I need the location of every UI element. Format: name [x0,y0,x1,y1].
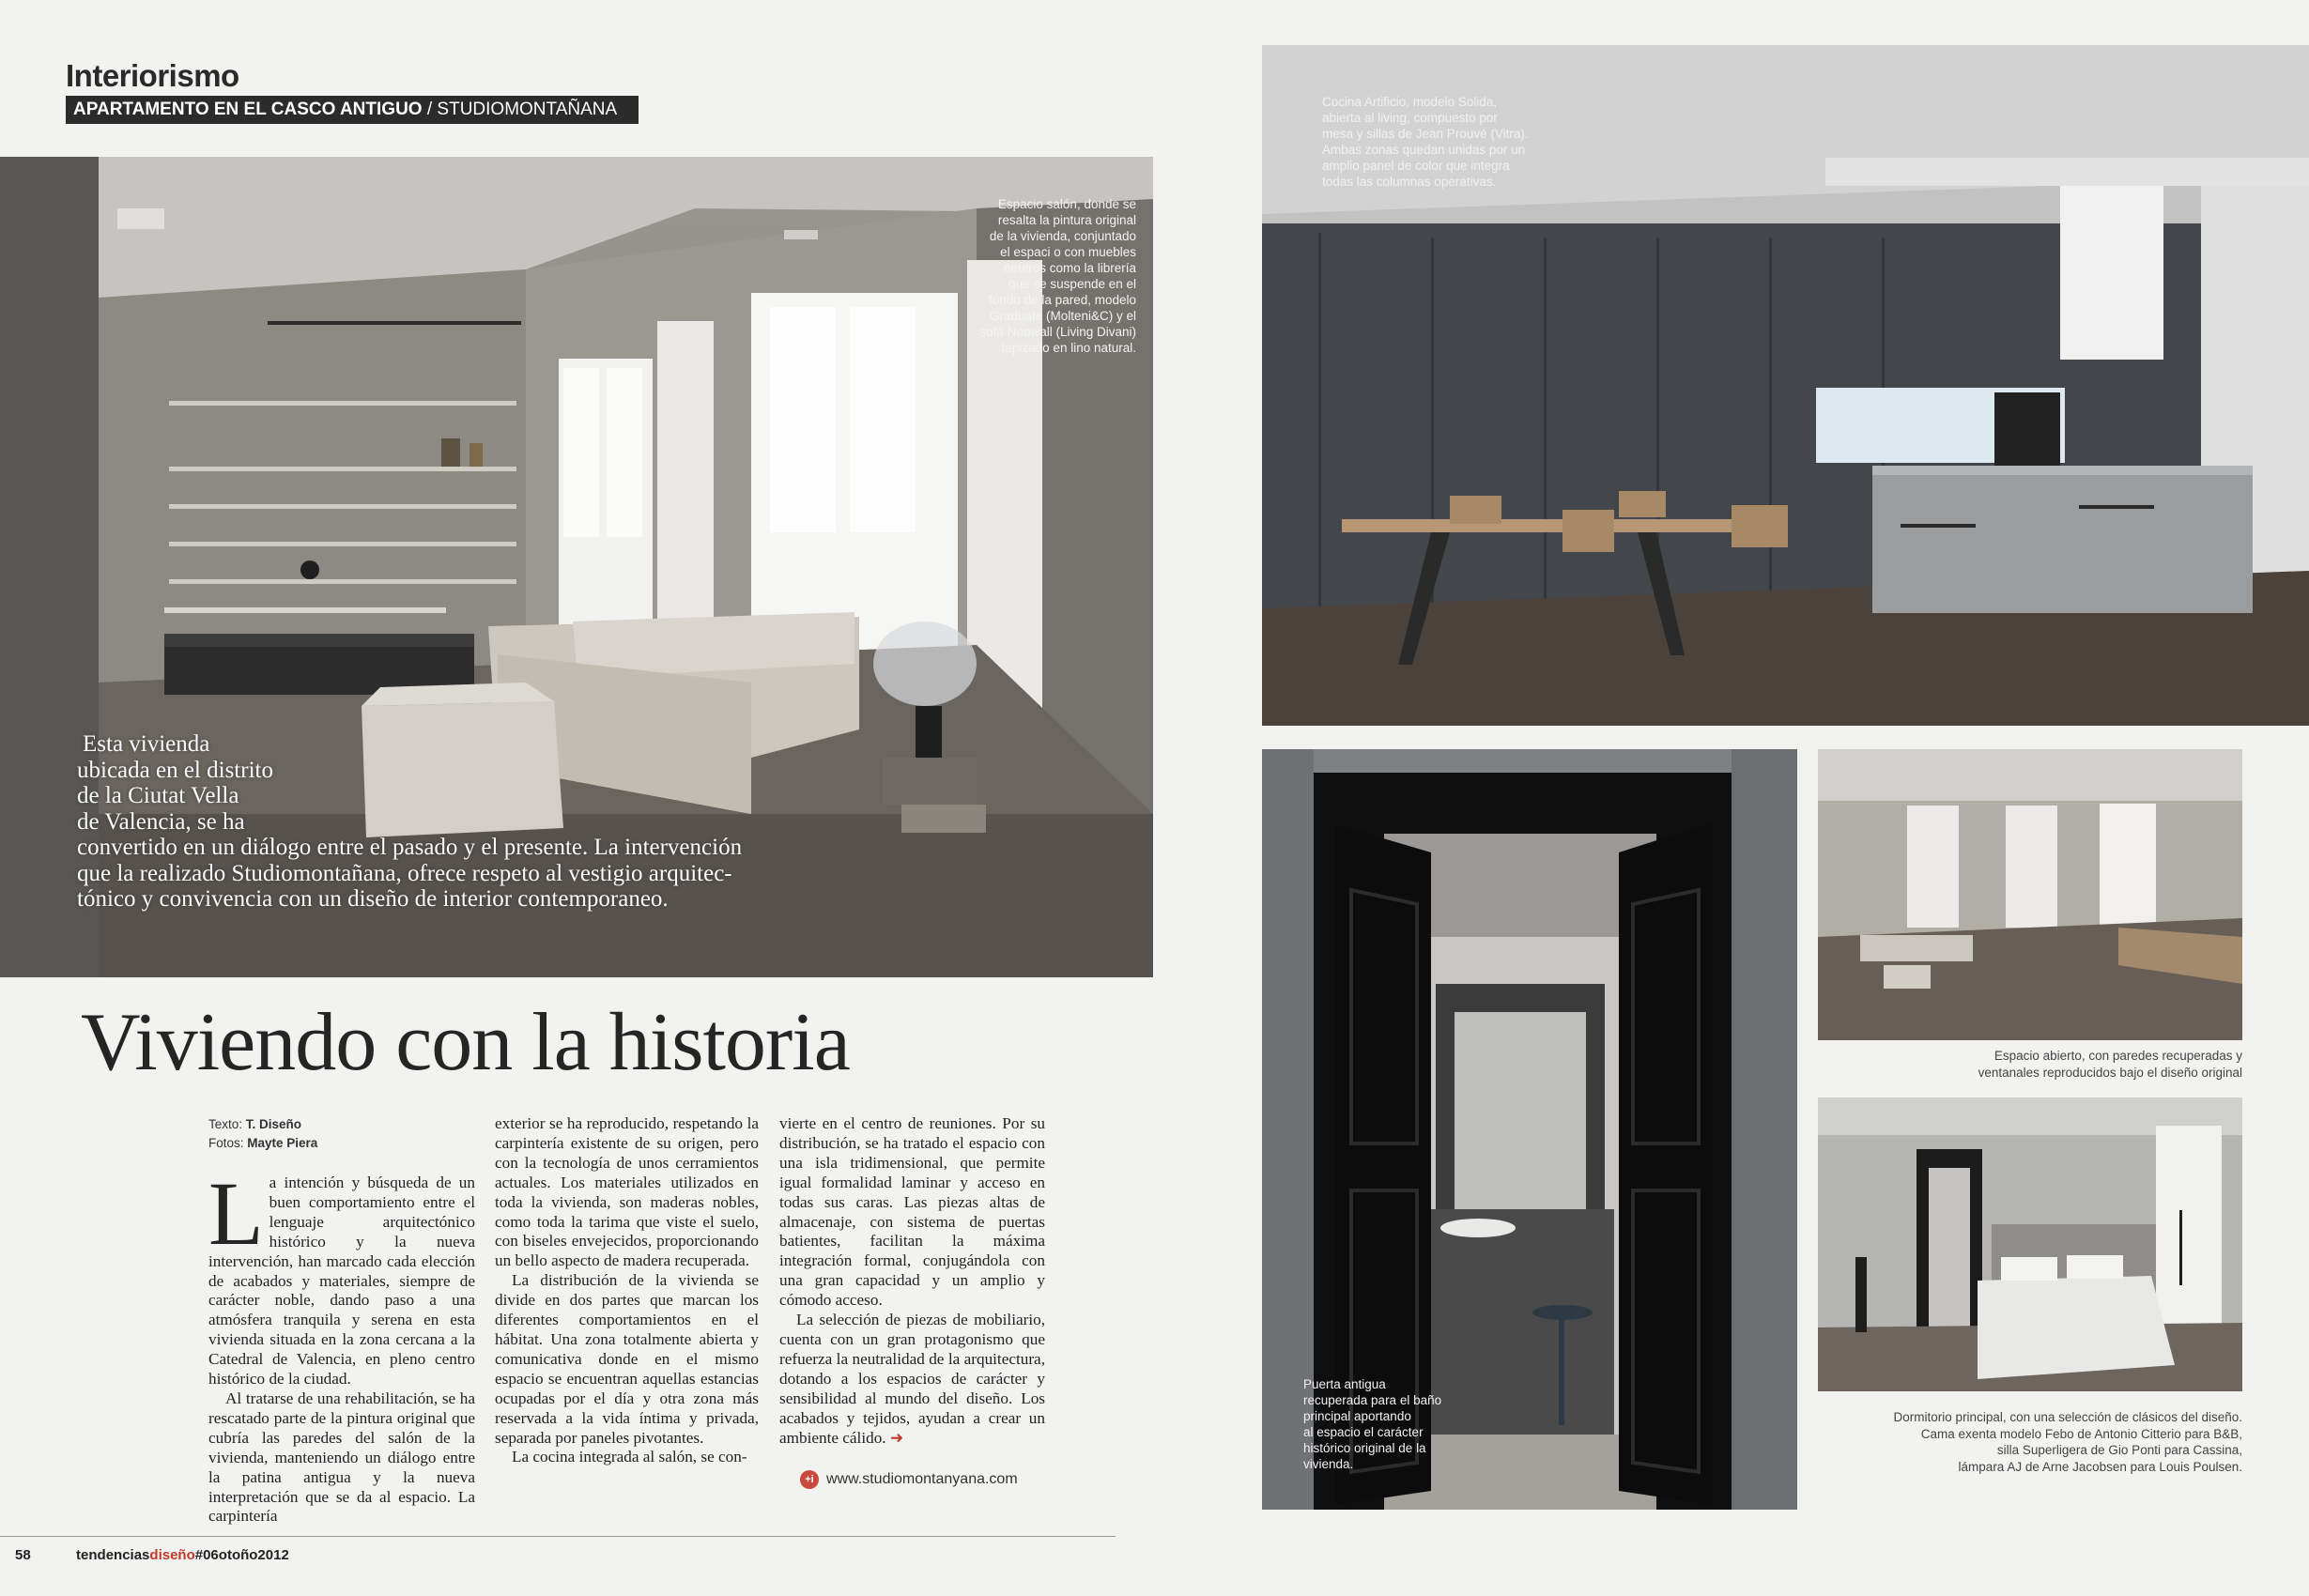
paragraph: La distribución de la vivienda se divide en dos partes que marcan los diferentes comportamientos en el hábitat. Una zona totalmente abierta y comunicativa donde en el mismo espacio se encuentran aquellas estancias ocupadas por el día y otra zona más reservada a la vida íntima y privada, separada por paneles pivotantes. [495,1271,759,1447]
paragraph: La cocina integrada al salón, se con- [512,1448,747,1466]
page-footer [15,1547,289,1563]
living-caption: Espacio salón, donde se resalta la pintura original de la vivienda, conjuntado el espaci o con muebles neutros como la librería que se suspende en el fondo de la pared, modelo Graduate (Molteni&C) y el sofá Neowall (Living Divani) tapizado en lino natural. [979,197,1136,355]
bathroom-caption: Puerta antigua recuperada para el baño principal aportando al espacio el carácter histórico original de la vivienda. [1303,1377,1442,1471]
footer-rule [0,1536,1116,1537]
kitchen-photo [1262,45,2309,726]
paragraph: La intención y búsqueda de un buen comportamiento entre el lenguaje arquitectónico histórico y la nueva intervención, han marcado cada elección de acabados y materiales, siempre de carácter noble, dando paso a una atmósfera tranquila y serena en esta vivienda situada en la zona cercana a la Catedral de Valencia, en pleno centro histórico de la ciudad. [208,1163,475,1389]
info-icon: +i [800,1470,819,1489]
kitchen-caption: Cocina Artificio, modelo Solida, abierta al living, compuesto por mesa y sillas de Jean Prouvé (Vitra). Ambas zonas quedan unidas por un amplio panel de color que integra todas las columnas operativas. [1322,95,1529,189]
open-space-photo [1818,749,2242,1040]
paragraph: vierte en el centro de reuniones. Por su distribución, se ha tratado el espacio con una isla tridimensional, que permite igual formalidad laminar y acceso en todas sus caras. Las piezas altas de almacenaje, con sistema de puertas batientes, facilitan la máxima integración formal, conjugándola con una gran capacidad y un amplio y cómodo acceso. [779,1114,1045,1310]
paragraph: Al tratarse de una rehabilitación, se ha rescatado parte de la pintura original que cubría las paredes del salón de la vivienda, manteniendo un diálogo entre la patina antigua y la nueva interpretación que se da al espacio. La carpintería [208,1389,475,1526]
section-title: Interiorismo [66,58,239,93]
paragraph: exterior se ha reproducido, respetando la carpintería existente de su origen, pero con la tecnología de unos cerramientos actuales. Los materiales utilizados en toda la vivienda, son maderas nobles, como toda la tarima que viste el suelo, con biseles envejecidos, proporcionando un bello aspecto de madera recuperada. [495,1114,759,1270]
bathroom-door-photo [1262,749,1797,1510]
website-link[interactable]: www.studiomontanyana.com [826,1471,1018,1487]
paragraph: La selección de piezas de mobiliario, cuenta con un gran protagonismo que refuerza la neutralidad de la arquitectura, dotando a los espacios de carácter y sensibilidad al mundo del diseño. Los acabados y tejidos, ayudan a crear un ambiente cálido. ➜ [779,1311,1045,1447]
body-column-1 [208,1163,475,1527]
subtitle-rest: / STUDIOMONTAÑANA [422,100,618,119]
drop-cap: L [208,1163,264,1264]
magazine-name-a: tendencias [76,1547,150,1563]
living-room-photo [0,157,1153,977]
body-column-2 [495,1114,759,1467]
bedroom-caption: Dormitorio principal, con una selección de clásicos del diseño. Cama exenta modelo Febo de Antonio Citterio para B&B, silla Superligera de Gio Ponti para Cassina, lámpara AJ de Arne Jacobsen para Louis Poulsen. [1893,1410,2242,1474]
body-column-3 [779,1114,1045,1448]
issue-season: otoño2012 [218,1547,289,1563]
article-title: Viviendo con la historia [81,997,850,1088]
website-line[interactable] [800,1470,1018,1489]
issue-number: #06 [194,1547,219,1563]
credits [208,1115,317,1153]
magazine-name-b: diseño [149,1547,195,1563]
credit-text-line: Texto: T. Diseño [208,1117,302,1131]
credit-photo-line: Fotos: Mayte Piera [208,1136,318,1150]
open-space-caption: Espacio abierto, con paredes recuperadas y ventanales reproducidos bajo el diseño original [1978,1049,2242,1080]
end-mark-icon: ➜ [889,1428,904,1447]
page-number: 58 [15,1547,31,1563]
bedroom-photo [1818,1097,2242,1391]
intro-text: Esta vivienda ubicada en el distrito de la Ciutat Vella de Valencia, se ha convertido en un diálogo entre el pasado y el presente. La intervención que la realizado Studiomontañana, ofrece respeto al vestigio arquitec- tónico y convivencia con un diseño de interior contemporaneo. [77,731,743,912]
section-subtitle-bar [66,96,639,124]
subtitle-bold: APARTAMENTO EN EL CASCO ANTIGUO [73,100,423,119]
